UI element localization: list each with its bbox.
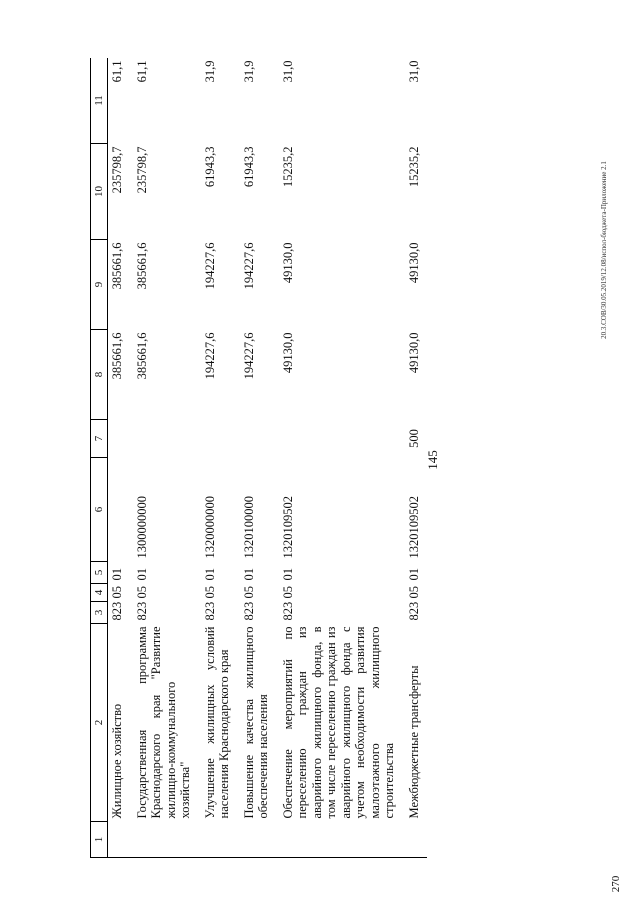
cell-col11: 31,9 [241,60,256,83]
cell-col8: 194227,6 [202,332,217,380]
cell-subsection: 01 [110,568,124,581]
cell-target-code: 1320100000 [241,496,256,559]
cell-col8: 49130,0 [280,332,295,374]
cell-col11: 61,1 [134,60,149,83]
cell-col8: 385661,6 [110,332,124,380]
page-number: 145 [425,450,440,470]
table-row [108,58,131,858]
cell-target-code: 1320109502 [406,496,421,559]
cell-name: Межбюджетные трансферты [406,665,421,819]
table-row [131,58,199,858]
cell-col10: 235798,7 [134,146,149,194]
table-row [277,58,403,858]
cell-empty [403,822,428,858]
header-row [91,58,108,858]
budget-table [90,58,427,858]
cell-expense-type [108,420,131,458]
footer-page-number: 270 [610,875,622,893]
cell-name: Улучшение жилищных условий населения Краснодарского края [202,626,231,819]
header-cell: 8 [91,330,108,420]
cell-col11: 31,9 [202,60,217,83]
cell-ministry: 823 [406,601,421,621]
cell-target-code: 1320109502 [280,496,295,559]
cell-name: Государственная программа Краснодарского края "Развитие жилищно-коммунального хозяйства" [134,626,192,819]
cell-col8: 49130,0 [406,332,421,374]
header-cell: 9 [91,240,108,330]
cell-section: 05 [280,586,295,599]
cell-col10: 61943,3 [202,146,217,188]
cell-name: Обеспечение мероприятий по переселению граждан из аварийного жилищного фонда, в том числе переселению граждан из аварийного жилищного фонда с учетом необходимости развития малоэтажного жилищного строительства [280,626,396,819]
cell-subsection: 01 [241,568,256,581]
rotated-table-container [90,58,560,858]
cell-col10: 235798,7 [110,146,124,194]
cell-col9: 194227,6 [241,242,256,290]
cell-ministry: 823 [280,601,295,621]
cell-section: 05 [202,586,217,599]
cell-section: 05 [110,586,124,599]
cell-col10: 15235,2 [280,146,295,188]
header-cell: 6 [91,458,108,562]
header-cell: 3 [91,602,108,624]
cell-col9: 385661,6 [134,242,149,290]
cell-col8: 194227,6 [241,332,256,380]
cell-subsection: 01 [406,568,421,581]
cell-empty [131,822,199,858]
cell-col11: 31,0 [406,60,421,83]
header-cell: 11 [91,58,108,144]
cell-empty [277,822,403,858]
cell-target-code: 1300000000 [134,496,149,559]
cell-ministry: 823 [134,601,149,621]
header-cell: 4 [91,584,108,602]
cell-empty [238,822,277,858]
header-cell: 10 [91,144,108,240]
cell-target-code [108,458,131,562]
cell-section: 05 [134,586,149,599]
table-row [403,58,428,858]
cell-expense-type: 500 [406,429,421,448]
cell-col11: 61,1 [110,60,124,83]
cell-col9: 194227,6 [202,242,217,290]
table-row [238,58,277,858]
document-code: 20.3.СОВ/30.05.2019/12.08/испол-бюджета-Приложение 2.1 [600,161,608,339]
cell-ministry: 823 [241,601,256,621]
cell-subsection: 01 [134,568,149,581]
cell-expense-type [277,420,403,458]
cell-section: 05 [241,586,256,599]
header-cell: 5 [91,562,108,584]
table-row [199,58,238,858]
cell-empty [199,822,238,858]
cell-section: 05 [406,586,421,599]
cell-expense-type [199,420,238,458]
cell-ministry: 823 [202,601,217,621]
cell-subsection: 01 [280,568,295,581]
header-cell: 1 [91,822,108,858]
cell-col10: 15235,2 [406,146,421,188]
cell-expense-type [131,420,199,458]
cell-expense-type [238,420,277,458]
cell-col8: 385661,6 [134,332,149,380]
cell-name: Жилищное хозяйство [110,703,124,819]
cell-col9: 385661,6 [110,242,124,290]
cell-subsection: 01 [202,568,217,581]
cell-ministry: 823 [110,601,124,621]
rotated-table-area [90,58,560,858]
cell-empty [108,822,131,858]
cell-name: Повышение качества жилищного обеспечения населения [241,626,270,819]
cell-target-code: 1320000000 [202,496,217,559]
cell-col9: 49130,0 [280,242,295,284]
cell-col10: 61943,3 [241,146,256,188]
header-cell: 7 [91,420,108,458]
header-cell: 2 [91,624,108,822]
cell-col9: 49130,0 [406,242,421,284]
cell-col11: 31,0 [280,60,295,83]
